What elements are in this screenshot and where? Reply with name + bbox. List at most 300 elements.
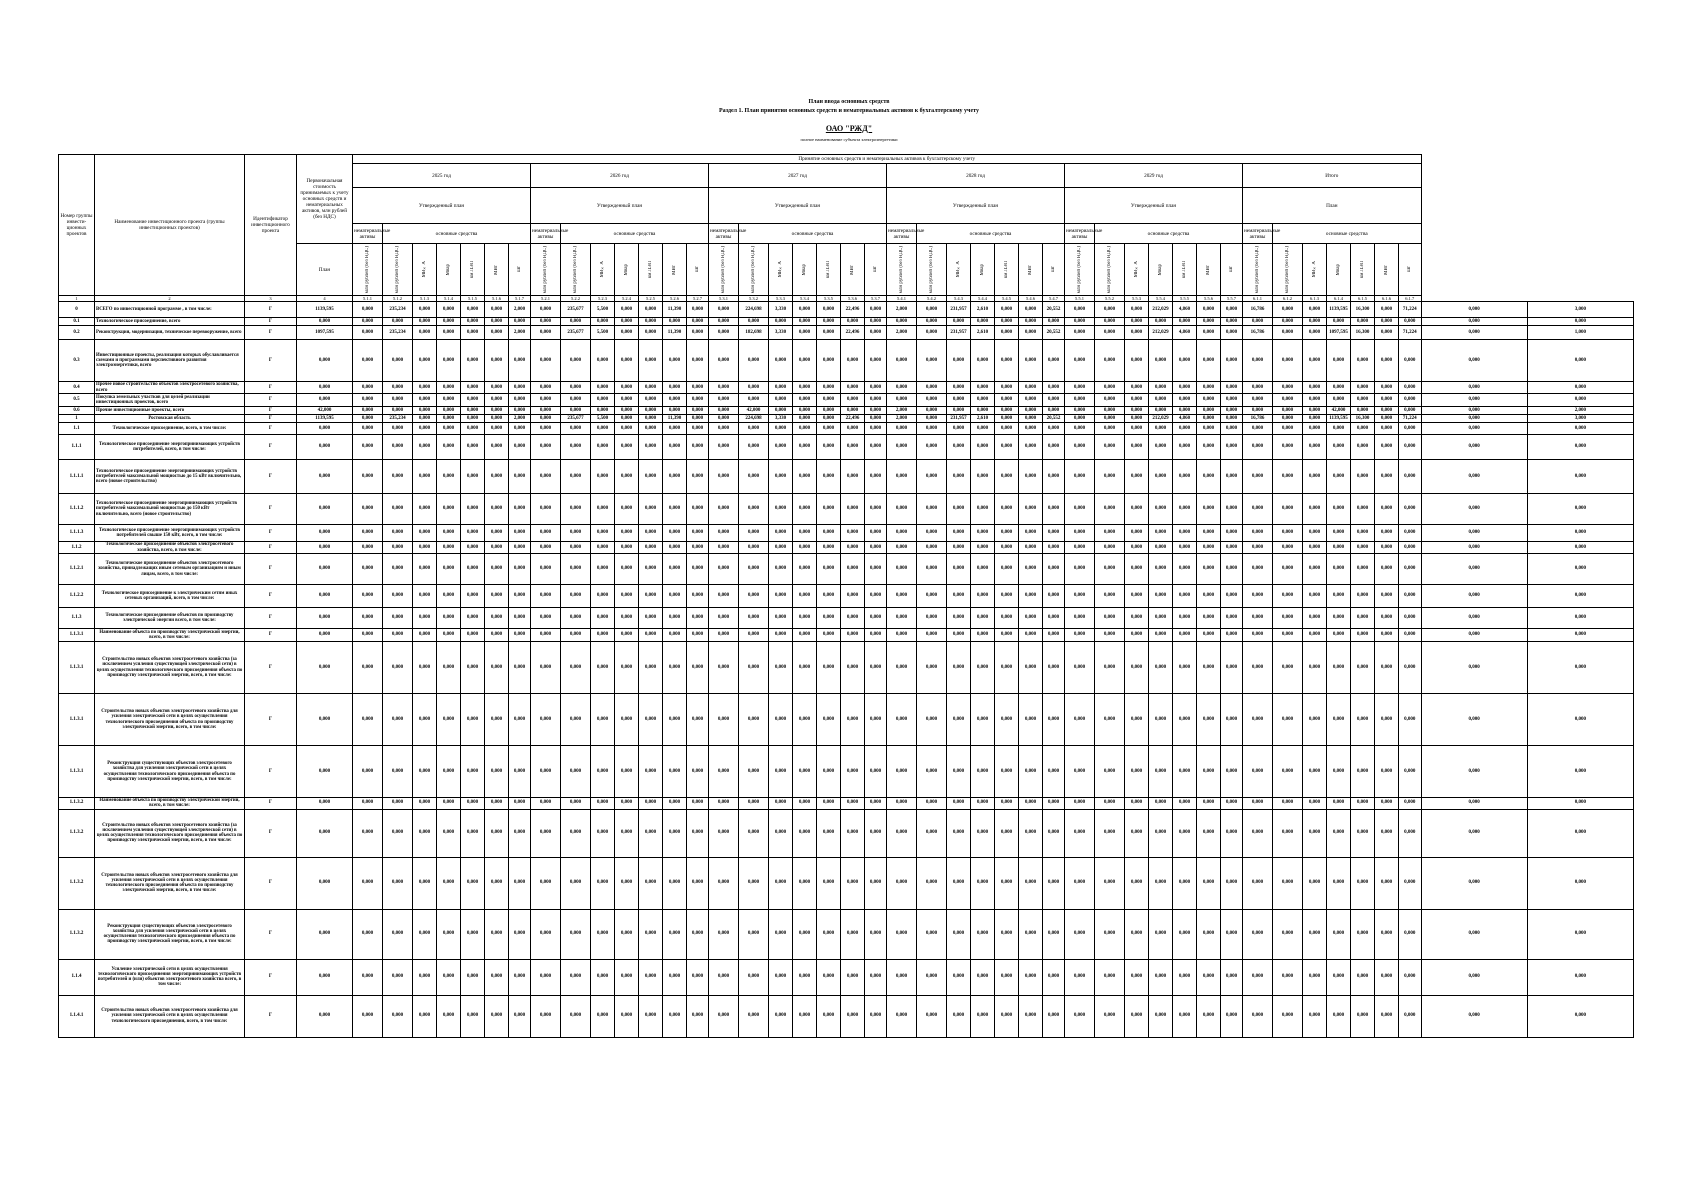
row-value-cell: 0,000 <box>971 857 995 909</box>
table-row <box>59 340 1634 382</box>
col-unit-label-text: МВт <box>1383 264 1389 275</box>
row-number: 1.1.3.2 <box>59 909 95 959</box>
row-value-cell: 0,000 <box>1221 629 1243 642</box>
col-unit-label <box>383 244 413 296</box>
row-value-cell: 0,000 <box>1399 798 1422 810</box>
row-value-cell: 0,000 <box>769 394 793 407</box>
row-value-cell: 0,000 <box>509 340 531 382</box>
row-value-cell: 0,000 <box>353 423 383 435</box>
row-value-cell: 0,000 <box>1243 857 1273 909</box>
row-value-cell: 11,390 <box>663 326 687 340</box>
row-value-cell: 0,000 <box>1095 995 1125 1037</box>
row-value-cell: 0,000 <box>841 494 865 525</box>
row-value-cell: 0,000 <box>995 302 1019 318</box>
row-value-cell: 0,000 <box>383 746 413 798</box>
row-value-cell: 0,000 <box>1095 694 1125 746</box>
row-value-cell: 0,000 <box>531 318 561 326</box>
row-value-cell: 0,000 <box>1351 585 1375 608</box>
row-value-cell: 0,000 <box>383 435 413 460</box>
row-value-cell: 0,000 <box>769 857 793 909</box>
col-unit-label-text: км ЛЭП <box>647 260 653 279</box>
row-value-cell: 0,000 <box>1527 382 1633 394</box>
row-value-cell: 0,000 <box>1125 608 1149 629</box>
row-project-name: Инвестиционные проекты, реализация которых обуславливается схемами и программами перспективного развития электроэнергетики, всего <box>95 340 245 382</box>
row-value-cell: 0,000 <box>739 585 769 608</box>
col-unit-label-text: млн рублей (без НДС) <box>750 245 756 294</box>
row-value-cell: 0,000 <box>1065 746 1095 798</box>
row-value-cell: 0,000 <box>817 554 841 585</box>
row-value-cell: 0,000 <box>437 585 461 608</box>
row-value-cell: 0,000 <box>1019 857 1043 909</box>
row-value-cell: 0,000 <box>739 694 769 746</box>
row-value-cell: 0,000 <box>995 415 1019 423</box>
row-value-cell: 0,000 <box>1043 340 1065 382</box>
row-value-cell: 0,000 <box>509 542 531 554</box>
index-cell: 5.1.5 <box>461 296 485 302</box>
row-value-cell: 0,000 <box>917 746 947 798</box>
row-value-cell: 0,000 <box>1527 585 1633 608</box>
col-unit-label <box>1197 244 1221 296</box>
row-value-cell: 0,000 <box>663 318 687 326</box>
row-identifier: Г <box>245 525 297 542</box>
row-value-cell: 0,000 <box>561 407 591 415</box>
row-value-cell: 0,000 <box>639 423 663 435</box>
row-value-cell: 0,000 <box>1043 554 1065 585</box>
col-unit-label <box>1173 244 1197 296</box>
index-cell: 5.4.6 <box>1019 296 1043 302</box>
row-value-cell: 0,000 <box>531 435 561 460</box>
index-cell: 6.1.2 <box>1273 296 1303 302</box>
row-value-cell: 0,000 <box>1125 525 1149 542</box>
row-value-cell: 0,000 <box>1421 959 1527 995</box>
row-value-cell: 0,000 <box>591 382 615 394</box>
row-value-cell: 0,000 <box>1019 798 1043 810</box>
row-value-cell: 0,000 <box>1399 585 1422 608</box>
row-value-cell: 0,000 <box>1303 318 1327 326</box>
col-unit-label-text: млн рублей (без НДС) <box>1106 245 1112 294</box>
row-value-cell: 71,224 <box>1399 302 1422 318</box>
row-value-cell: 0,000 <box>841 460 865 494</box>
row-value-cell: 0,000 <box>687 694 709 746</box>
row-value-cell: 0,000 <box>793 326 817 340</box>
row-project-name: Технологическое присоединение, всего, в том числе: <box>95 423 245 435</box>
row-number: 1.1.3.2 <box>59 798 95 810</box>
row-value-cell: 212,029 <box>1149 302 1173 318</box>
row-value-cell: 224,698 <box>739 415 769 423</box>
row-value-cell: 0,000 <box>739 494 769 525</box>
row-value-cell: 0,000 <box>1095 318 1125 326</box>
row-value-cell: 0,000 <box>1095 608 1125 629</box>
row-initial-cost: 0,000 <box>297 694 353 746</box>
row-value-cell: 0,000 <box>1221 423 1243 435</box>
row-value-cell: 0,000 <box>841 995 865 1037</box>
row-value-cell: 0,000 <box>887 542 917 554</box>
row-value-cell: 0,000 <box>1065 642 1095 694</box>
row-initial-cost: 0,000 <box>297 340 353 382</box>
index-cell: 5.5.7 <box>1221 296 1243 302</box>
row-value-cell: 0,000 <box>413 382 437 394</box>
row-value-cell: 0,000 <box>413 694 437 746</box>
row-value-cell: 0,000 <box>561 585 591 608</box>
row-value-cell: 0,000 <box>1149 554 1173 585</box>
row-value-cell: 0,000 <box>1043 542 1065 554</box>
row-value-cell: 0,000 <box>1421 302 1527 318</box>
row-value-cell: 0,000 <box>917 382 947 394</box>
row-value-cell: 0,000 <box>917 629 947 642</box>
row-project-name: Технологическое присоединение, всего <box>95 318 245 326</box>
row-value-cell: 0,000 <box>1327 694 1351 746</box>
row-project-name: Технологическое присоединение энергопринимающих устройств потребителей максимальной мощностью до 150 кВт включительно, всего (новое строительство) <box>95 494 245 525</box>
row-value-cell: 0,000 <box>1065 460 1095 494</box>
col-unit-label <box>1095 244 1125 296</box>
row-value-cell: 0,000 <box>1351 798 1375 810</box>
row-value-cell: 0,000 <box>793 525 817 542</box>
table-row <box>59 302 1634 318</box>
row-value-cell: 0,000 <box>687 407 709 415</box>
row-value-cell: 0,000 <box>1303 642 1327 694</box>
row-value-cell: 0,000 <box>687 542 709 554</box>
row-value-cell: 0,000 <box>1095 959 1125 995</box>
row-value-cell: 0,000 <box>995 909 1019 959</box>
row-value-cell: 0,000 <box>995 525 1019 542</box>
row-value-cell: 0,000 <box>917 340 947 382</box>
row-value-cell: 0,000 <box>1065 995 1095 1037</box>
row-value-cell: 0,000 <box>531 909 561 959</box>
row-value-cell: 0,000 <box>1327 394 1351 407</box>
row-identifier: Г <box>245 554 297 585</box>
row-value-cell: 0,000 <box>1351 995 1375 1037</box>
row-value-cell: 0,000 <box>509 318 531 326</box>
row-value-cell: 0,000 <box>1019 909 1043 959</box>
table-row <box>59 959 1634 995</box>
row-value-cell: 0,000 <box>865 326 887 340</box>
row-value-cell: 0,000 <box>413 435 437 460</box>
row-value-cell: 0,000 <box>709 857 739 909</box>
row-identifier: Г <box>245 382 297 394</box>
row-value-cell: 0,000 <box>917 642 947 694</box>
row-value-cell: 0,000 <box>1095 423 1125 435</box>
row-value-cell: 0,000 <box>1327 542 1351 554</box>
table-row <box>59 407 1634 415</box>
index-cell: 5.3.7 <box>865 296 887 302</box>
row-value-cell: 0,000 <box>1327 585 1351 608</box>
row-project-name: Прочие инвестиционные проекты, всего <box>95 407 245 415</box>
row-identifier: Г <box>245 857 297 909</box>
row-value-cell: 0,000 <box>663 407 687 415</box>
row-value-cell: 0,000 <box>531 460 561 494</box>
row-value-cell: 0,000 <box>1421 585 1527 608</box>
row-value-cell: 0,000 <box>817 608 841 629</box>
row-value-cell: 0,000 <box>1149 494 1173 525</box>
col-unit-label-text: Мвар <box>1335 263 1341 276</box>
row-value-cell: 0,000 <box>917 525 947 542</box>
row-value-cell: 0,000 <box>509 394 531 407</box>
col-unit-label <box>1273 244 1303 296</box>
col-unit-label-text: км ЛЭП <box>1181 260 1187 279</box>
row-value-cell: 3,330 <box>769 415 793 423</box>
row-value-cell: 0,000 <box>817 318 841 326</box>
row-identifier: Г <box>245 326 297 340</box>
row-value-cell: 0,000 <box>947 798 971 810</box>
row-value-cell: 0,000 <box>591 798 615 810</box>
row-value-cell: 0,000 <box>663 694 687 746</box>
row-value-cell: 0,000 <box>531 302 561 318</box>
row-value-cell: 0,000 <box>995 340 1019 382</box>
row-value-cell: 0,000 <box>769 318 793 326</box>
index-cell: 5.1.3 <box>413 296 437 302</box>
row-value-cell: 0,000 <box>509 585 531 608</box>
table-row <box>59 554 1634 585</box>
row-value-cell: 0,000 <box>615 435 639 460</box>
row-value-cell: 0,000 <box>769 340 793 382</box>
row-value-cell: 0,000 <box>841 318 865 326</box>
col-unit-label-text: Мвар <box>623 263 629 276</box>
col-unit-label <box>709 244 739 296</box>
row-initial-cost: 1097,595 <box>297 326 353 340</box>
row-value-cell: 0,000 <box>461 326 485 340</box>
row-value-cell: 0,000 <box>1327 435 1351 460</box>
row-value-cell: 0,000 <box>531 542 561 554</box>
row-value-cell: 0,000 <box>793 423 817 435</box>
row-initial-cost: 0,000 <box>297 435 353 460</box>
row-identifier: Г <box>245 995 297 1037</box>
row-identifier: Г <box>245 415 297 423</box>
row-identifier: Г <box>245 340 297 382</box>
row-value-cell: 0,000 <box>971 394 995 407</box>
row-value-cell: 0,000 <box>1273 340 1303 382</box>
row-value-cell: 0,000 <box>485 382 509 394</box>
col-unit-label <box>461 244 485 296</box>
row-identifier: Г <box>245 542 297 554</box>
row-value-cell: 0,000 <box>1043 494 1065 525</box>
row-value-cell: 0,000 <box>1399 746 1422 798</box>
row-value-cell: 0,000 <box>1351 608 1375 629</box>
row-value-cell: 0,000 <box>1527 435 1633 460</box>
row-identifier: Г <box>245 809 297 857</box>
row-value-cell: 0,000 <box>687 382 709 394</box>
row-value-cell: 0,000 <box>1399 542 1422 554</box>
row-value-cell: 0,000 <box>383 318 413 326</box>
row-value-cell: 0,000 <box>413 494 437 525</box>
row-value-cell: 0,000 <box>663 857 687 909</box>
row-value-cell: 0,000 <box>615 798 639 810</box>
row-value-cell: 0,000 <box>1527 394 1633 407</box>
row-value-cell: 0,000 <box>887 694 917 746</box>
row-value-cell: 0,000 <box>353 642 383 694</box>
row-value-cell: 0,000 <box>1197 435 1221 460</box>
row-value-cell: 0,000 <box>1327 809 1351 857</box>
row-value-cell: 0,000 <box>1221 909 1243 959</box>
row-value-cell: 0,000 <box>793 460 817 494</box>
row-value-cell: 0,000 <box>1173 909 1197 959</box>
row-value-cell: 0,000 <box>615 585 639 608</box>
row-value-cell: 0,000 <box>1273 995 1303 1037</box>
row-value-cell: 0,000 <box>1421 554 1527 585</box>
row-value-cell: 3,000 <box>1527 302 1633 318</box>
row-value-cell: 0,000 <box>413 525 437 542</box>
row-value-cell: 0,000 <box>1421 857 1527 909</box>
row-value-cell: 0,000 <box>1303 407 1327 415</box>
row-value-cell: 0,000 <box>1149 746 1173 798</box>
row-value-cell: 0,000 <box>1065 326 1095 340</box>
row-value-cell: 0,000 <box>917 494 947 525</box>
row-value-cell: 0,000 <box>509 608 531 629</box>
row-value-cell: 0,000 <box>1421 542 1527 554</box>
row-value-cell: 0,000 <box>561 340 591 382</box>
row-value-cell: 0,000 <box>531 340 561 382</box>
row-value-cell: 0,000 <box>1095 382 1125 394</box>
row-value-cell: 2,610 <box>971 302 995 318</box>
row-value-cell: 0,000 <box>1273 318 1303 326</box>
row-value-cell: 0,000 <box>793 382 817 394</box>
row-value-cell: 0,000 <box>509 460 531 494</box>
row-value-cell: 0,000 <box>1243 435 1273 460</box>
row-value-cell: 0,000 <box>1221 857 1243 909</box>
row-value-cell: 0,000 <box>971 542 995 554</box>
index-cell: 5.3.3 <box>769 296 793 302</box>
row-value-cell: 3,330 <box>769 326 793 340</box>
row-value-cell: 0,000 <box>1043 394 1065 407</box>
row-project-name: Строительство новых объектов электросетевого хозяйства для усиления электрической сети в целях осуществления технологического присоединения, всего, в том числе: <box>95 995 245 1037</box>
row-number: 1.1.3.2 <box>59 857 95 909</box>
row-project-name: Технологическое присоединение энергопринимающих устройств потребителей максимальной мощностью до 15 кВт включительно, всего (новое строительство) <box>95 460 245 494</box>
col-unit-label-text: Мвар <box>1157 263 1163 276</box>
row-value-cell: 0,000 <box>1125 423 1149 435</box>
row-value-cell: 235,234 <box>383 326 413 340</box>
row-value-cell: 0,000 <box>1273 857 1303 909</box>
row-value-cell: 0,000 <box>887 382 917 394</box>
row-value-cell: 0,000 <box>1125 415 1149 423</box>
row-project-name: Реконструкция, модернизация, техническое перевооружение, всего <box>95 326 245 340</box>
row-value-cell: 0,000 <box>917 857 947 909</box>
row-value-cell: 0,000 <box>769 382 793 394</box>
row-initial-cost: 0,000 <box>297 525 353 542</box>
row-value-cell: 0,000 <box>687 809 709 857</box>
row-value-cell: 0,000 <box>971 746 995 798</box>
row-value-cell: 0,000 <box>793 554 817 585</box>
row-value-cell: 0,000 <box>1351 340 1375 382</box>
row-value-cell: 0,000 <box>995 542 1019 554</box>
row-value-cell: 0,000 <box>383 959 413 995</box>
row-value-cell: 0,000 <box>461 340 485 382</box>
row-value-cell: 0,000 <box>1197 525 1221 542</box>
row-value-cell: 0,000 <box>817 302 841 318</box>
row-value-cell: 0,000 <box>509 809 531 857</box>
row-value-cell: 0,000 <box>591 857 615 909</box>
row-value-cell: 0,000 <box>639 460 663 494</box>
row-value-cell: 2,610 <box>971 415 995 423</box>
row-value-cell: 0,000 <box>1221 494 1243 525</box>
row-value-cell: 0,000 <box>1095 554 1125 585</box>
row-value-cell: 0,000 <box>709 694 739 746</box>
col-unit-label-text: МВт <box>849 264 855 275</box>
row-value-cell: 0,000 <box>1065 798 1095 810</box>
row-value-cell: 0,000 <box>1375 857 1399 909</box>
row-initial-cost: 0,000 <box>297 642 353 694</box>
row-value-cell: 0,000 <box>971 809 995 857</box>
row-value-cell: 0,000 <box>709 415 739 423</box>
row-value-cell: 0,000 <box>413 407 437 415</box>
table-row <box>59 525 1634 542</box>
row-value-cell: 0,000 <box>769 629 793 642</box>
row-value-cell: 0,000 <box>769 798 793 810</box>
col-unit-label <box>485 244 509 296</box>
row-value-cell: 0,000 <box>709 494 739 525</box>
row-value-cell: 0,000 <box>485 642 509 694</box>
row-project-name: Строительство новых объектов электросетевого хозяйства для усиления электрической сети в целях осуществления технологического присоединения объекта по производству электрической энергии, всего, в том числе: <box>95 694 245 746</box>
row-value-cell: 0,000 <box>793 302 817 318</box>
row-value-cell: 0,000 <box>1019 995 1043 1037</box>
row-value-cell: 0,000 <box>971 629 995 642</box>
row-value-cell: 0,000 <box>1197 460 1221 494</box>
row-value-cell: 0,000 <box>971 909 995 959</box>
row-initial-cost: 0,000 <box>297 995 353 1037</box>
row-value-cell: 0,000 <box>709 798 739 810</box>
row-value-cell: 0,000 <box>1095 435 1125 460</box>
row-value-cell: 0,000 <box>509 423 531 435</box>
row-value-cell: 0,000 <box>709 423 739 435</box>
row-value-cell: 0,000 <box>591 407 615 415</box>
row-value-cell: 0,000 <box>639 629 663 642</box>
row-value-cell: 0,000 <box>917 909 947 959</box>
row-value-cell: 0,000 <box>1527 494 1633 525</box>
row-value-cell: 0,000 <box>995 407 1019 415</box>
row-value-cell: 0,000 <box>461 798 485 810</box>
row-value-cell: 0,000 <box>1273 809 1303 857</box>
row-value-cell: 0,000 <box>485 318 509 326</box>
row-value-cell: 0,000 <box>709 435 739 460</box>
row-value-cell: 0,000 <box>591 909 615 959</box>
row-value-cell: 0,000 <box>817 423 841 435</box>
row-value-cell: 0,000 <box>1125 642 1149 694</box>
index-cell: 1 <box>59 296 95 302</box>
row-project-name: Реконструкция существующих объектов электросетевого хозяйства для усиления электрической сети в целях осуществления технологического присоединения объекта по производству электрической энергии, всего, в том числе: <box>95 746 245 798</box>
row-value-cell: 0,000 <box>947 435 971 460</box>
col-unit-label <box>947 244 971 296</box>
row-value-cell: 0,000 <box>663 608 687 629</box>
row-value-cell: 3,000 <box>1527 415 1633 423</box>
row-value-cell: 0,000 <box>615 318 639 326</box>
row-value-cell: 0,000 <box>591 494 615 525</box>
row-value-cell: 0,000 <box>1125 585 1149 608</box>
row-value-cell: 0,000 <box>1149 340 1173 382</box>
table-row <box>59 608 1634 629</box>
row-value-cell: 0,000 <box>485 494 509 525</box>
col-unit-label-text: МВт <box>671 264 677 275</box>
row-value-cell: 0,000 <box>1095 302 1125 318</box>
row-value-cell: 0,000 <box>1149 857 1173 909</box>
row-value-cell: 0,000 <box>663 959 687 995</box>
row-value-cell: 0,000 <box>461 318 485 326</box>
row-value-cell: 0,000 <box>1303 460 1327 494</box>
row-value-cell: 0,000 <box>917 415 947 423</box>
row-value-cell: 0,000 <box>1197 318 1221 326</box>
row-value-cell: 0,000 <box>531 746 561 798</box>
row-value-cell: 0,000 <box>709 909 739 959</box>
col-unit-label <box>887 244 917 296</box>
row-value-cell: 0,000 <box>1375 629 1399 642</box>
row-value-cell: 0,000 <box>1273 554 1303 585</box>
row-project-name: Строительство новых объектов электросетевого хозяйства для усиления электрической сети в целях осуществления технологического присоединения объекта по производству электрической энергии, всего, в том числе: <box>95 857 245 909</box>
row-identifier: Г <box>245 302 297 318</box>
row-value-cell: 0,000 <box>1019 318 1043 326</box>
row-value-cell: 0,000 <box>887 423 917 435</box>
col-year: 2025 год <box>353 164 531 188</box>
row-identifier: Г <box>245 608 297 629</box>
row-value-cell: 0,000 <box>917 394 947 407</box>
index-cell: 5.3.2 <box>739 296 769 302</box>
row-initial-cost: 0,000 <box>297 423 353 435</box>
